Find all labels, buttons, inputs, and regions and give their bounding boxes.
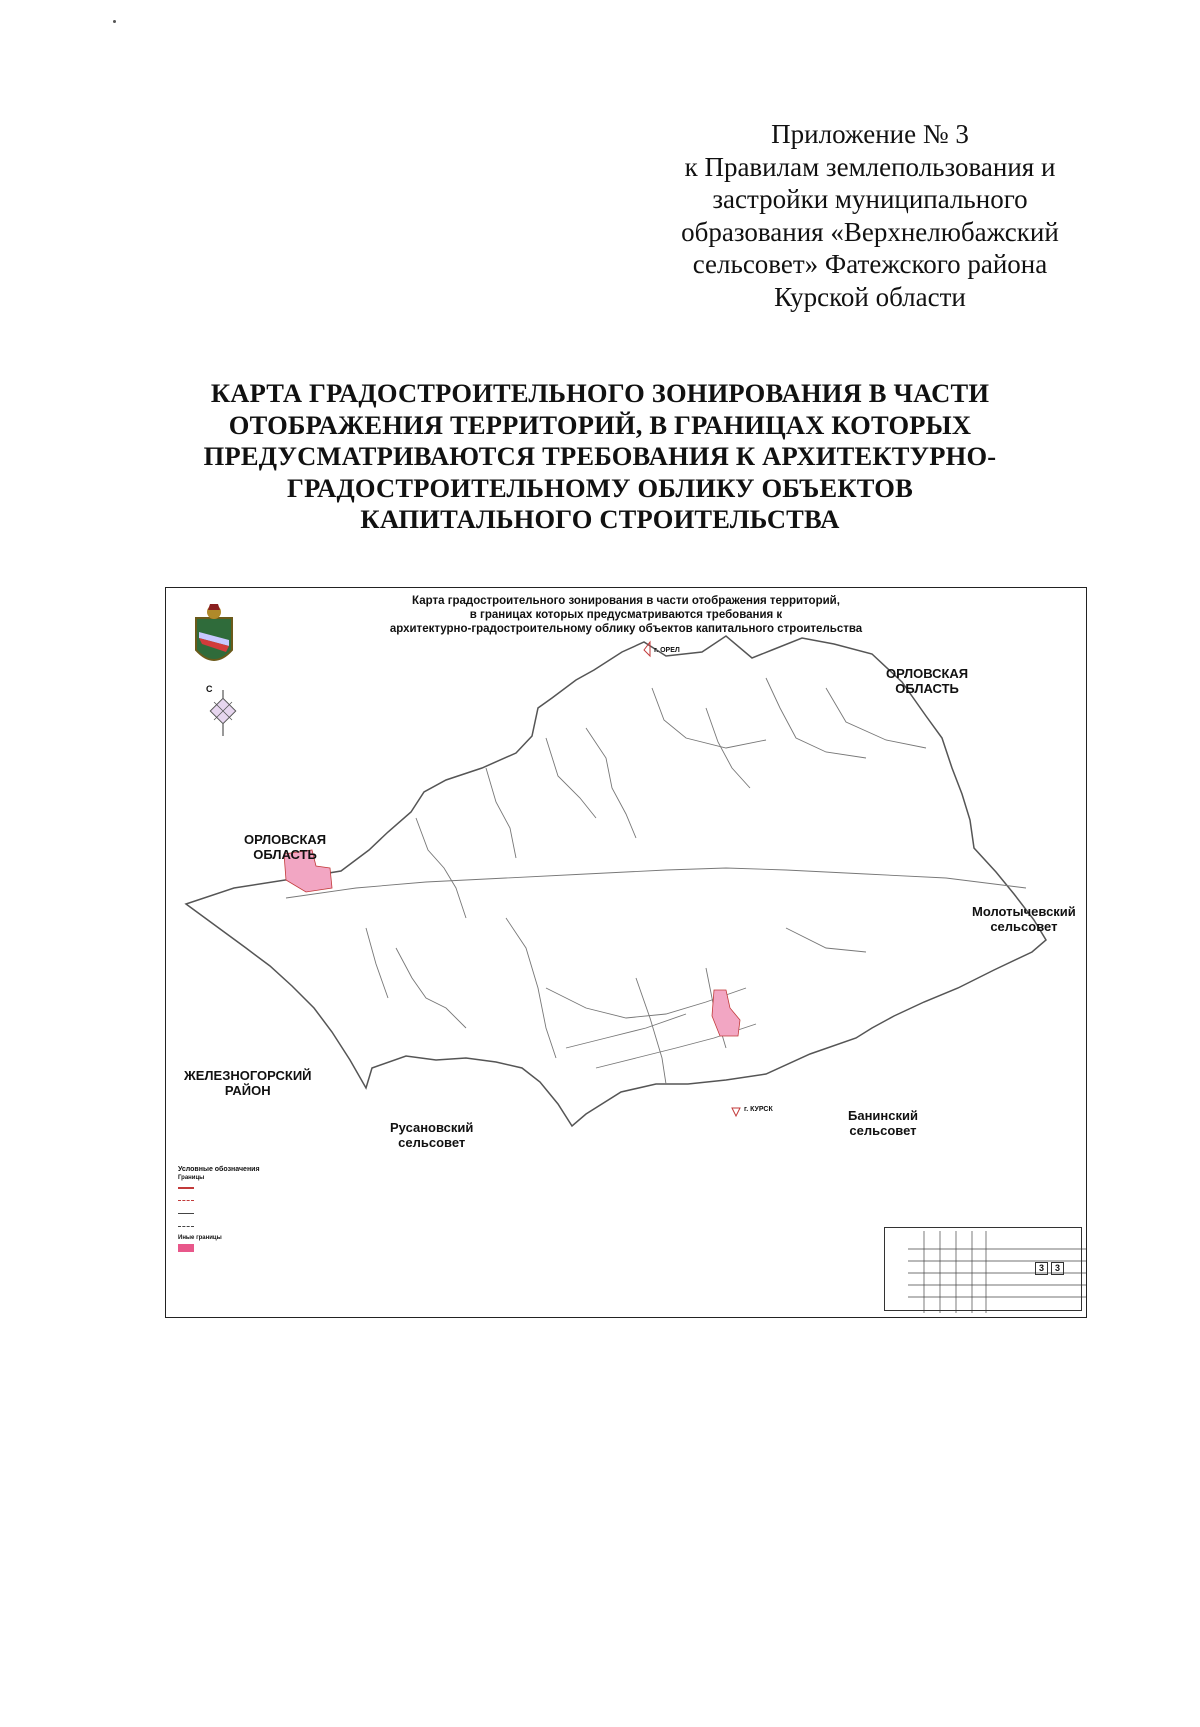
- region-label-rusanovo: Русановский сельсовет: [390, 1120, 474, 1150]
- map-legend: [178, 1166, 388, 1254]
- region-label-zhelezn: ЖЕЛЕЗНОГОРСКИЙ РАЙОН: [184, 1068, 312, 1098]
- appendix-line: Приложение № 3: [771, 119, 969, 149]
- appendix-line: образования «Верхнелюбажский: [681, 216, 1059, 247]
- title-line: КАПИТАЛЬНОГО СТРОИТЕЛЬСТВА: [360, 504, 840, 534]
- coat-of-arms-icon: [196, 604, 232, 660]
- legend-line-swatch: [178, 1200, 194, 1201]
- title-line: ГРАДОСТРОИТЕЛЬНОМУ ОБЛИКУ ОБЪЕКТОВ: [287, 472, 913, 503]
- legend-borders-heading: Границы: [178, 1175, 205, 1181]
- region-label-orel-north: ОРЛОВСКАЯ ОБЛАСТЬ: [886, 666, 969, 696]
- zoning-map: [165, 587, 1087, 1318]
- kursk-marker-icon: [732, 1108, 740, 1116]
- internal-boundaries: [286, 678, 1026, 1084]
- map-title: [346, 594, 906, 636]
- legend-item: [178, 1181, 388, 1194]
- city-label-orel: г. ОРЕЛ: [654, 647, 680, 654]
- appendix-line: застройки муниципального: [712, 184, 1028, 214]
- scan-speck: [113, 20, 116, 23]
- legend-item: [178, 1241, 388, 1254]
- city-label-kursk: г. КУРСК: [744, 1106, 773, 1113]
- title-line: ОТОБРАЖЕНИЯ ТЕРРИТОРИЙ, В ГРАНИЦАХ КОТОРЫХ: [228, 409, 972, 440]
- region-label-orel-west: ОРЛОВСКАЯ ОБЛАСТЬ: [244, 832, 327, 862]
- legend-line-swatch: [178, 1213, 194, 1214]
- document-title: [150, 378, 1050, 536]
- region-label-molotych: Молотычевский сельсовет: [972, 904, 1076, 934]
- region-label-banino: Банинский сельсовет: [848, 1108, 918, 1138]
- appendix-line: сельсовет» Фатежского района: [692, 249, 1048, 279]
- sheet-number: 3: [1035, 1262, 1048, 1275]
- legend-item: [178, 1220, 388, 1233]
- legend-other-heading: Иные границы: [178, 1235, 222, 1241]
- sheet-total: 3: [1051, 1262, 1064, 1275]
- compass-north-label: С: [206, 684, 213, 694]
- appendix-header: [640, 118, 1100, 313]
- legend-zone-swatch: [178, 1244, 194, 1252]
- legend-line-swatch: [178, 1187, 194, 1189]
- map-title-line: архитектурно-градостроительному облику объектов капитального строительства: [389, 623, 863, 635]
- title-line: ПРЕДУСМАТРИВАЮТСЯ ТРЕБОВАНИЯ К АРХИТЕКТУРНО-: [203, 441, 997, 471]
- map-title-line: Карта градостроительного зонирования в части отображения территорий,: [412, 595, 840, 607]
- title-block: [884, 1227, 1082, 1311]
- appendix-line: к Правилам землепользования и: [684, 151, 1056, 182]
- map-title-line: в границах которых предусматриваются требования к: [469, 609, 783, 621]
- appendix-line: Курской области: [774, 281, 966, 312]
- legend-title: Условные обозначения: [178, 1166, 260, 1173]
- settlement-zone-south: [712, 990, 740, 1036]
- compass-icon: [210, 690, 235, 736]
- legend-item: [178, 1194, 388, 1207]
- title-line: КАРТА ГРАДОСТРОИТЕЛЬНОГО ЗОНИРОВАНИЯ В ЧАСТИ: [210, 378, 990, 408]
- legend-line-swatch: [178, 1226, 194, 1227]
- legend-item: [178, 1207, 388, 1220]
